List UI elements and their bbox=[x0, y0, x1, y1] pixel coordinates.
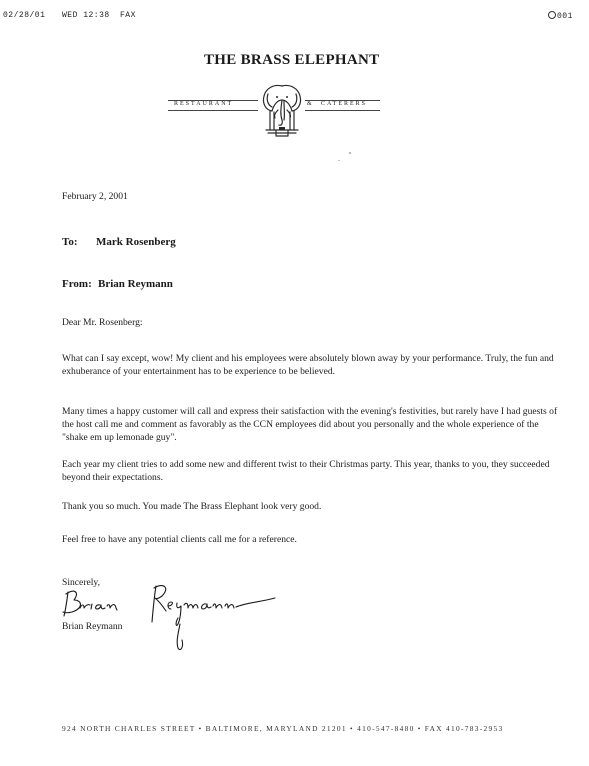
tagline-restaurant: RESTAURANT bbox=[174, 101, 234, 107]
letterhead-name: THE BRASS ELEPHANT bbox=[204, 52, 380, 68]
signer-name: Brian Reymann bbox=[62, 621, 123, 632]
fax-label: FAX bbox=[120, 11, 136, 20]
to-label: To: bbox=[62, 236, 78, 248]
fax-speck bbox=[338, 160, 340, 161]
handwritten-signature-icon bbox=[60, 578, 300, 660]
salutation: Dear Mr. Rosenberg: bbox=[62, 317, 143, 328]
footer-address: 924 NORTH CHARLES STREET • BALTIMORE, MARYLAND 21201 • 410-547-8480 • FAX 410-783-2953 bbox=[62, 724, 504, 733]
letter-date: February 2, 2001 bbox=[62, 191, 128, 202]
closing: Sincerely, bbox=[62, 577, 101, 588]
fax-speck bbox=[349, 152, 351, 154]
from-name: Brian Reymann bbox=[98, 278, 173, 290]
fax-time: WED 12:38 bbox=[62, 11, 110, 20]
fax-page-number: 001 bbox=[548, 11, 573, 21]
paragraph-3: Each year my client tries to add some new and different twist to their Christmas party. This year, thanks to you, they succeeded beyond their expectations. bbox=[62, 459, 550, 483]
fax-page-icon bbox=[548, 11, 556, 19]
fax-date: 02/28/01 bbox=[3, 11, 46, 20]
paragraph-1: What can I say except, wow! My client and his employees were absolutely blown away by your performance. Truly, the fun and exhuberance of your entertainment has to be experience to be believed. bbox=[62, 353, 554, 377]
paragraph-4: Thank you so much. You made The Brass Elephant look very good. bbox=[62, 501, 322, 512]
paragraph-5: Feel free to have any potential clients call me for a reference. bbox=[62, 534, 297, 545]
tagline-ampersand: & bbox=[307, 101, 314, 107]
to-name: Mark Rosenberg bbox=[96, 236, 176, 248]
paragraph-2: Many times a happy customer will call and express their satisfaction with the evening's festivities, but rarely have I had guests of the host call me and comment as favorably as the CCN employees did about you personally and the whole experience of the "shake em up lemonade guy". bbox=[62, 406, 558, 443]
tagline-caterers: CATERERS bbox=[321, 101, 368, 107]
from-label: From: bbox=[62, 278, 92, 290]
elephant-logo-icon bbox=[252, 80, 312, 138]
